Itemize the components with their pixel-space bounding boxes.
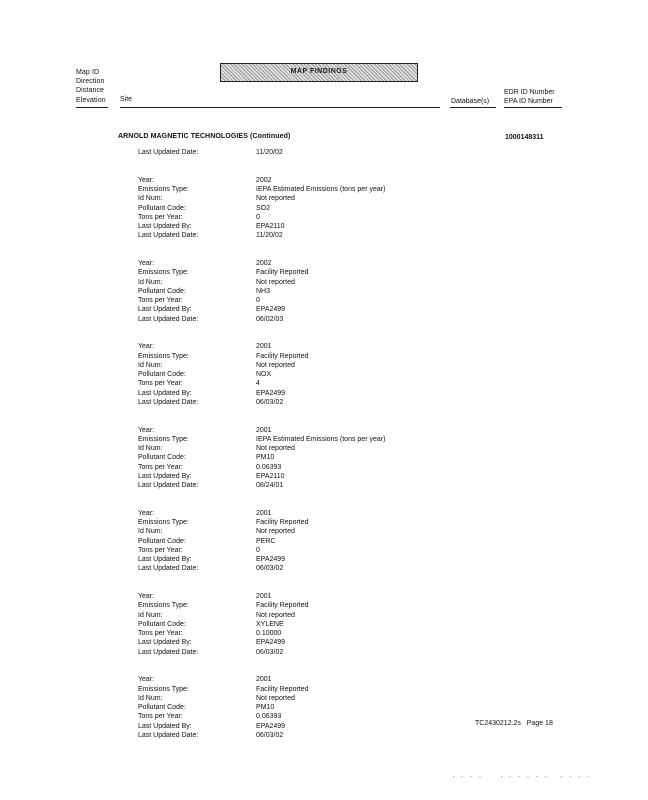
field-label: Last Updated Date: bbox=[138, 149, 199, 156]
field-value: SO2 bbox=[256, 204, 271, 212]
field-label: Last Updated Date: bbox=[138, 482, 199, 489]
field-value: 4 bbox=[256, 380, 260, 388]
field-value: Facility Reported bbox=[256, 602, 309, 610]
field-value: 2001 bbox=[256, 593, 272, 600]
field-value: EPA2110 bbox=[256, 223, 285, 230]
elevation-label: Elevation bbox=[76, 96, 106, 104]
field-value: 06/03/02 bbox=[256, 731, 284, 739]
scan-specks: · · · · · · bbox=[500, 772, 550, 781]
field-value: Not reported bbox=[256, 361, 295, 369]
document-id: TC2430212.2s bbox=[475, 720, 521, 727]
field-label: Last Updated Date: bbox=[138, 232, 199, 240]
map-id-label: Map ID bbox=[76, 69, 100, 76]
field-label: Pollutant Code: bbox=[138, 537, 186, 545]
field-label: Last Updated Date: bbox=[138, 398, 199, 406]
field-value: Facility Reported bbox=[256, 519, 309, 526]
field-label: Emissions Type: bbox=[138, 352, 189, 360]
field-label: Pollutant Code: bbox=[138, 454, 186, 462]
field-label: Tons per Year: bbox=[138, 463, 183, 471]
field-value: 06/03/02 bbox=[256, 398, 284, 406]
field-value: PM10 bbox=[256, 704, 275, 711]
field-label: Year: bbox=[138, 593, 155, 600]
facility-name: ARNOLD MAGNETIC TECHNOLOGIES (Continued) bbox=[118, 133, 291, 140]
field-value: Not reported bbox=[256, 694, 295, 702]
header-left-labels bbox=[76, 68, 106, 105]
facility-edr-id: 1000148311 bbox=[505, 134, 544, 141]
field-value: 2001 bbox=[256, 676, 272, 684]
page-number: Page 18 bbox=[526, 720, 553, 727]
field-label: Emissions Type: bbox=[138, 519, 189, 526]
field-value: NH3 bbox=[256, 287, 271, 295]
database-label: Database(s) bbox=[451, 98, 490, 105]
epa-id-label: EPA ID Number bbox=[504, 97, 553, 105]
header-rule bbox=[504, 107, 562, 108]
field-value: EPA2499 bbox=[256, 389, 286, 397]
page-footer bbox=[475, 720, 553, 727]
field-label: Last Updated By: bbox=[138, 223, 192, 230]
field-value: 06/03/02 bbox=[256, 648, 284, 656]
field-value: 06/02/03 bbox=[256, 315, 284, 323]
field-label: Tons per Year: bbox=[138, 713, 183, 721]
field-value: EPA2499 bbox=[256, 306, 286, 314]
field-label: Last Updated By: bbox=[138, 306, 192, 314]
field-value: Facility Reported bbox=[256, 269, 309, 277]
field-label: Tons per Year: bbox=[138, 380, 183, 388]
field-value: 2002 bbox=[256, 260, 272, 267]
field-label: Tons per Year: bbox=[138, 630, 183, 637]
field-label: Tons per Year: bbox=[138, 546, 183, 554]
header-rule bbox=[450, 107, 496, 108]
field-value: 0 bbox=[256, 213, 260, 221]
field-label: Id Num: bbox=[138, 694, 163, 702]
field-label: Emissions Type: bbox=[138, 435, 189, 443]
field-label: Id Num: bbox=[138, 528, 163, 536]
field-value: 06/03/02 bbox=[256, 565, 284, 573]
map-findings-banner bbox=[220, 63, 418, 82]
field-value: EPA2499 bbox=[256, 556, 286, 563]
field-label: Emissions Type: bbox=[138, 269, 189, 277]
field-value: Not reported bbox=[256, 528, 295, 536]
field-value: 0.06393 bbox=[256, 463, 282, 471]
edr-id-label: EDR ID Number bbox=[504, 89, 555, 96]
scan-specks: · · · · bbox=[452, 772, 484, 781]
field-value: 2002 bbox=[256, 176, 272, 184]
field-value: 0.10000 bbox=[256, 630, 282, 637]
field-label: Last Updated Date: bbox=[138, 315, 199, 323]
field-value: Not reported bbox=[256, 445, 295, 452]
field-label: Emissions Type: bbox=[138, 685, 189, 693]
field-label: Last Updated By: bbox=[138, 639, 192, 647]
header-rule bbox=[120, 107, 440, 108]
field-value: 2001 bbox=[256, 426, 272, 434]
field-value: 0.06393 bbox=[256, 713, 282, 721]
site-label: Site bbox=[120, 96, 133, 103]
field-value: EPA2499 bbox=[256, 722, 286, 730]
field-value: Not reported bbox=[256, 195, 295, 203]
field-value: EPA2110 bbox=[256, 472, 285, 480]
field-value: XYLENE bbox=[256, 620, 284, 628]
id-number-labels bbox=[504, 89, 555, 106]
field-label: Pollutant Code: bbox=[138, 287, 186, 295]
field-value: 0 bbox=[256, 546, 260, 554]
field-label: Tons per Year: bbox=[138, 297, 183, 304]
field-label: Last Updated Date: bbox=[138, 648, 199, 656]
field-value: PM10 bbox=[256, 454, 275, 462]
field-label: Id Num: bbox=[138, 445, 163, 452]
distance-label: Distance bbox=[76, 87, 105, 95]
field-value: 2001 bbox=[256, 343, 272, 351]
field-label: Pollutant Code: bbox=[138, 620, 186, 628]
field-label: Year: bbox=[138, 676, 155, 684]
field-label: Id Num: bbox=[138, 611, 163, 619]
field-value: IEPA Estimated Emissions (tons per year) bbox=[256, 435, 386, 443]
field-label: Pollutant Code: bbox=[138, 704, 186, 711]
field-value: Facility Reported bbox=[256, 352, 309, 360]
banner-text: MAP FINDINGS bbox=[290, 68, 348, 75]
field-label: Emissions Type: bbox=[138, 602, 189, 610]
field-value: Not reported bbox=[256, 611, 295, 619]
field-value: Not reported bbox=[256, 278, 295, 286]
field-label: Id Num: bbox=[138, 278, 163, 286]
field-label: Year: bbox=[138, 426, 155, 434]
field-label: Year: bbox=[138, 343, 155, 351]
field-value: 08/24/01 bbox=[256, 482, 284, 489]
field-label: Last Updated Date: bbox=[138, 731, 199, 739]
field-value: PERC bbox=[256, 537, 276, 545]
field-label: Tons per Year: bbox=[138, 213, 183, 221]
field-label: Year: bbox=[138, 260, 155, 267]
field-value: EPA2499 bbox=[256, 639, 286, 647]
field-label: Last Updated By: bbox=[138, 556, 192, 563]
field-value: 11/20/02 bbox=[256, 149, 283, 156]
direction-label: Direction bbox=[76, 78, 105, 86]
field-label: Id Num: bbox=[138, 361, 163, 369]
field-value: NOX bbox=[256, 371, 272, 378]
field-value: 0 bbox=[256, 297, 260, 304]
field-label: Year: bbox=[138, 509, 155, 517]
field-value: 11/20/02 bbox=[256, 232, 283, 240]
field-label: Last Updated Date: bbox=[138, 565, 199, 573]
field-value: 2001 bbox=[256, 509, 272, 517]
scan-specks: · · · · bbox=[560, 772, 592, 781]
field-label: Pollutant Code: bbox=[138, 371, 186, 378]
field-value: IEPA Estimated Emissions (tons per year) bbox=[256, 186, 386, 193]
field-label: Pollutant Code: bbox=[138, 204, 186, 212]
field-label: Emissions Type: bbox=[138, 186, 189, 193]
field-value: Facility Reported bbox=[256, 685, 309, 693]
field-label: Last Updated By: bbox=[138, 722, 192, 730]
field-label: Year: bbox=[138, 176, 155, 184]
field-label: Id Num: bbox=[138, 195, 163, 203]
field-label: Last Updated By: bbox=[138, 389, 192, 397]
field-label: Last Updated By: bbox=[138, 472, 192, 480]
header-rule bbox=[76, 107, 108, 108]
